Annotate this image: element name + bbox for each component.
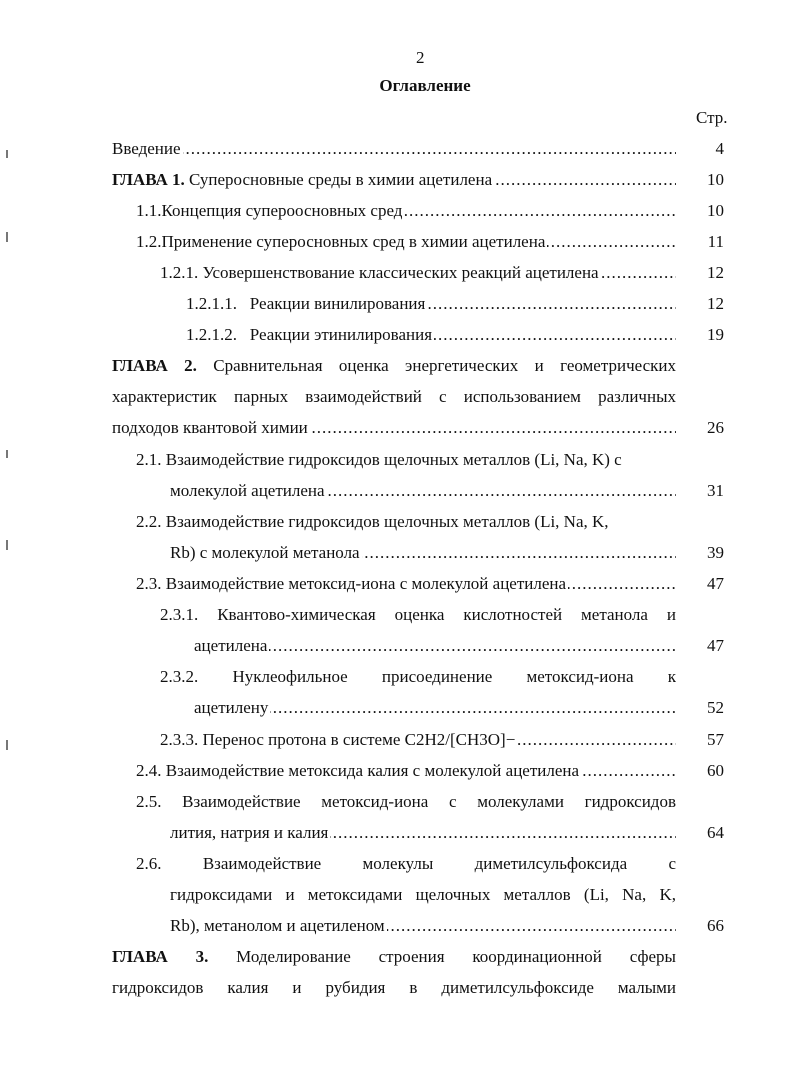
toc-entry-2-6-line1: 2.6. Взаимодействие молекулы диметилсульфоксида с — [136, 854, 676, 873]
scan-mark — [6, 450, 8, 458]
toc-page: 26 — [707, 418, 724, 437]
toc-entry-1-1: 1.1.Концепция супероосновных сред ..... — [136, 199, 676, 223]
toc-page: 60 — [707, 761, 724, 780]
toc-entry-2-6-line3: Rb), метанолом и ацетиленом ..... — [170, 914, 676, 938]
toc-entry-chapter-3-line2: гидроксидов калия и рубидия в диметилсульфоксиде малыми — [112, 978, 676, 997]
toc-entry-2-5-line1: 2.5. Взаимодействие метоксид-иона с молекулами гидроксидов — [136, 792, 676, 811]
toc-entry-2-3: 2.3. Взаимодействие метоксид-иона с молекулой ацетилена ..... — [136, 572, 676, 596]
toc-entry-2-1-line2: молекулой ацетилена ..... — [170, 479, 676, 503]
scan-mark — [6, 540, 8, 550]
toc-page: 47 — [707, 574, 724, 593]
toc-entry-2-4: 2.4. Взаимодействие метоксида калия с молекулой ацетилена ..... — [136, 759, 676, 783]
toc-page: 52 — [707, 698, 724, 717]
toc-entry-2-3-1-line1: 2.3.1. Квантово-химическая оценка кислотностей метанола и — [160, 605, 676, 624]
toc-page: 12 — [707, 263, 724, 282]
toc-page: 10 — [707, 170, 724, 189]
toc-entry-chapter-2-line3: подходов квантовой химии ..... — [112, 416, 676, 440]
toc-page: 31 — [707, 481, 724, 500]
toc-entry-2-2-line2: Rb) с молекулой метанола ..... — [170, 541, 676, 565]
toc-entry-2-5-line2: лития, натрия и калия ..... — [170, 821, 676, 845]
toc-page: 12 — [707, 294, 724, 313]
toc-entry-2-3-3: 2.3.3. Перенос протона в системе C2H2/[CH3O]− ..... — [160, 728, 676, 752]
toc-page: 64 — [707, 823, 724, 842]
toc-entry-chapter-1: ГЛАВА 1. Суперосновные среды в химии ацетилена ..... — [112, 168, 676, 192]
toc-page: 4 — [715, 139, 724, 158]
toc-page: 11 — [707, 232, 724, 251]
toc-entry-introduction: Введение ..... — [112, 137, 676, 161]
chapter-label: ГЛАВА 3. — [112, 947, 209, 966]
toc-page: 10 — [707, 201, 724, 220]
toc-entry-2-1-line1: 2.1. Взаимодействие гидроксидов щелочных металлов (Li, Na, K) с — [136, 450, 622, 469]
toc-entry-1-2-1-1: 1.2.1.1. Реакции винилирования ..... — [186, 292, 676, 316]
toc-entry-chapter-2-line1: ГЛАВА 2. Сравнительная оценка энергетических и геометрических — [112, 356, 676, 375]
scan-mark — [6, 232, 8, 242]
toc-entry-1-2-1: 1.2.1. Усовершенствование классических реакций ацетилена ..... — [160, 261, 676, 285]
toc-page: 57 — [707, 730, 724, 749]
scan-mark — [6, 740, 8, 750]
toc-entry-2-3-2-line2: ацетилену ..... — [194, 696, 676, 720]
page-number: 2 — [416, 48, 425, 67]
toc-page: 19 — [707, 325, 724, 344]
page-column-label: Стр. — [696, 108, 728, 127]
toc-entry-chapter-3-line1: ГЛАВА 3. Моделирование строения координационной сферы — [112, 947, 676, 966]
toc-entry-2-2-line1: 2.2. Взаимодействие гидроксидов щелочных металлов (Li, Na, K, — [136, 512, 609, 531]
page-title: Оглавление — [379, 76, 471, 95]
chapter-label: ГЛАВА 1. — [112, 170, 185, 189]
scan-mark — [6, 150, 8, 158]
toc-entry-2-6-line2: гидроксидами и метоксидами щелочных металлов (Li, Na, K, — [170, 885, 676, 904]
toc-entry-2-3-1-line2: ацетилена ..... — [194, 634, 676, 658]
toc-entry-1-2: 1.2.Применение суперосновных сред в химии ацетилена ..... — [136, 230, 676, 254]
toc-entry-chapter-2-line2: характеристик парных взаимодействий с использованием различных — [112, 387, 676, 406]
toc-page: 47 — [707, 636, 724, 655]
toc-entry-1-2-1-2: 1.2.1.2. Реакции этинилирования ..... — [186, 323, 676, 347]
chapter-label: ГЛАВА 2. — [112, 356, 197, 375]
toc-entry-2-3-2-line1: 2.3.2. Нуклеофильное присоединение метоксид-иона к — [160, 667, 676, 686]
toc-page: 66 — [707, 916, 724, 935]
toc-page: 39 — [707, 543, 724, 562]
